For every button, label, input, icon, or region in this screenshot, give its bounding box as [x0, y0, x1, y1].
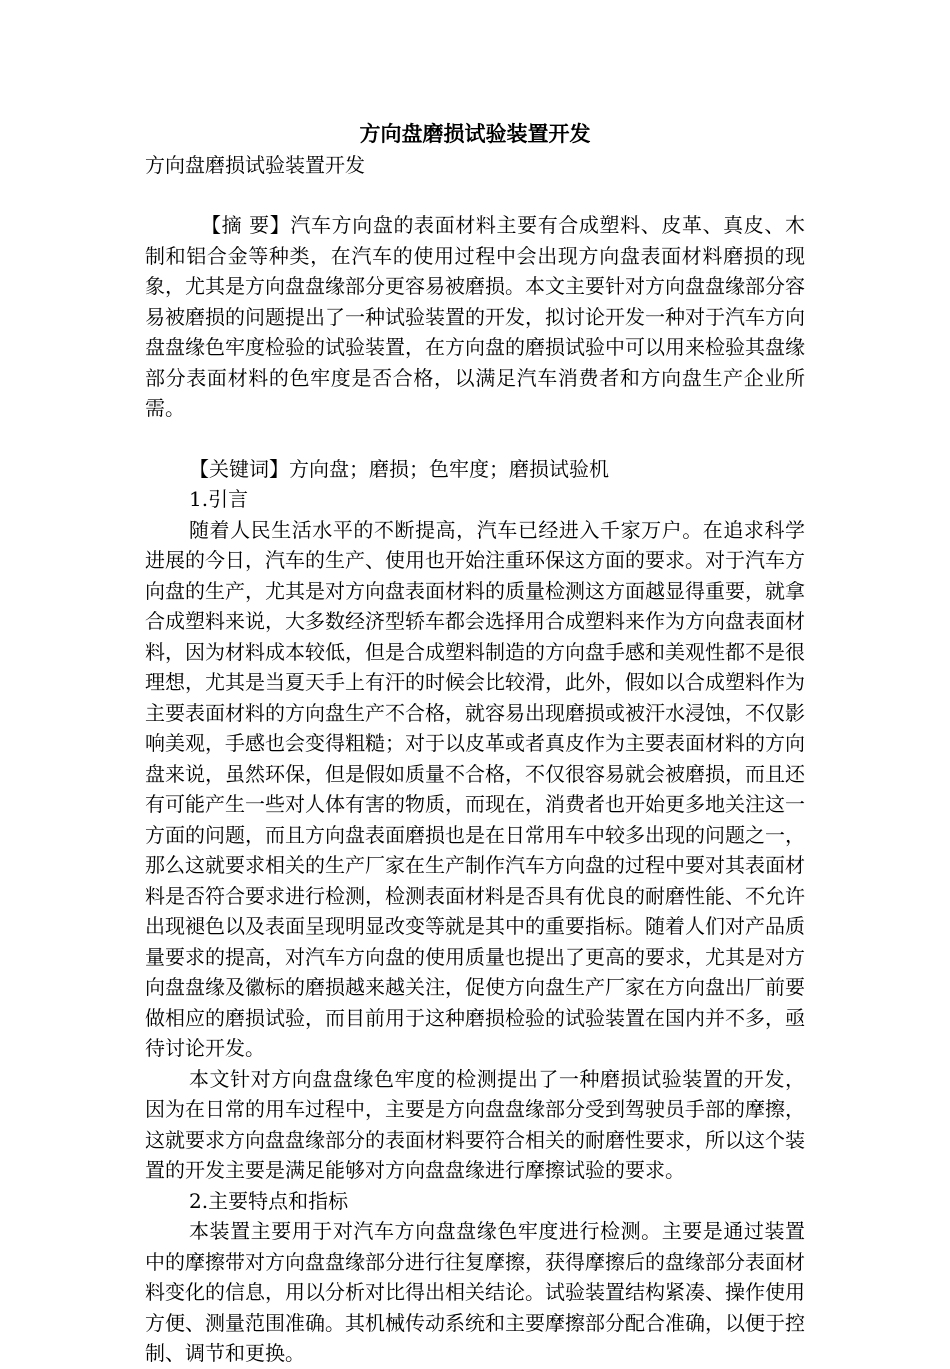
body-paragraph: 本装置主要用于对汽车方向盘盘缘色牢度进行检测。主要是通过装置中的摩擦带对方向盘盘缘部分进行往复摩擦，获得摩擦后的盘缘部分表面材料变化的信息，用以分析对比得出相关结论。试验装置结构紧凑、操作使用方便、测量范围准确。其机械传动系统和主要摩擦部分配合准确，以便于控制、调节和更换。 — [145, 1219, 805, 1365]
body-paragraph: 本文针对方向盘盘缘色牢度的检测提出了一种磨损试验装置的开发，因为在日常的用车过程中，主要是方向盘盘缘部分受到驾驶员手部的摩擦，这就要求方向盘盘缘部分的表面材料要符合相关的耐磨性要求，所以这个装置的开发主要是满足能够对方向盘盘缘进行摩擦试验的要求。 — [145, 1066, 805, 1182]
section-heading-features: 2.主要特点和指标 — [189, 1188, 349, 1213]
document-page — [145, 118, 805, 1369]
document-title: 方向盘磨损试验装置开发 — [359, 121, 591, 146]
spacer — [145, 180, 805, 210]
body-paragraph: 随着人民生活水平的不断提高，汽车已经进入千家万户。在追求科学进展的今日，汽车的生产、使用也开始注重环保这方面的要求。对于汽车方向盘的生产，尤其是对方向盘表面材料的质量检测这方面越显得重要，就拿合成塑料来说，大多数经济型轿车都会选择用合成塑料来作为方向盘表面材料，因为材料成本较低，但是合成塑料制造的方向盘手感和美观性都不是很理想，尤其是当夏天手上有汗的时候会比较滑，此外，假如以合成塑料作为主要表面材料的方向盘生产不合格，就容易出现磨损或被汗水浸蚀，不仅影响美观，手感也会变得粗糙；对于以皮革或者真皮作为主要表面材料的方向盘来说，虽然环保，但是假如质量不合格，不仅很容易就会被磨损，而且还有可能产生一些对人体有害的物质，而现在，消费者也开始更多地关注这一方面的问题，而且方向盘表面磨损也是在日常用车中较多出现的问题之一，那么这就要求相关的生产厂家在生产制作汽车方向盘的过程中要对其表面材料是否符合要求进行检测，检测表面材料是否具有优良的耐磨性能、不允许出现褪色以及表面呈现明显改变等就是其中的重要指标。随着人们对产品质量要求的提高，对汽车方向盘的使用质量也提出了更高的要求，尤其是对方向盘盘缘及徽标的磨损越来越关注，促使方向盘生产厂家在方向盘出厂前要做相应的磨损试验，而目前用于这种磨损检验的试验装置在国内并不多，亟待讨论开发。 — [145, 517, 805, 1060]
document-subtitle: 方向盘磨损试验装置开发 — [145, 153, 365, 177]
section-heading-introduction: 1.引言 — [189, 487, 249, 511]
abstract-paragraph: 【摘 要】汽车方向盘的表面材料主要有合成塑料、皮革、真皮、木制和铝合金等种类，在汽车的使用过程中会出现方向盘表面材料磨损的现象，尤其是方向盘盘缘部分更容易被磨损。本文主要针对方向盘盘缘部分容易被磨损的问题提出了一种试验装置的开发，拟讨论开发一种对于汽车方向盘盘缘色牢度检验的试验装置，在方向盘的磨损试验中可以用来检验其盘缘部分表面材料的色牢度是否合格，以满足汽车消费者和方向盘生产企业所需。 — [145, 213, 805, 420]
keywords-line: 【关键词】方向盘；磨损；色牢度；磨损试验机 — [189, 456, 609, 481]
spacer — [145, 424, 805, 454]
